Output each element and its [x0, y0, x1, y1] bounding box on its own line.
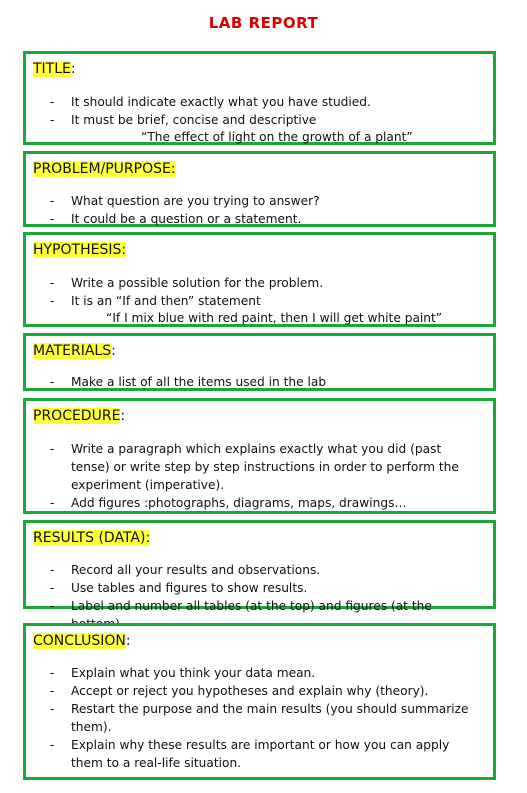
section-list	[26, 440, 493, 512]
example-text: “If I mix blue with red paint, then I will get white paint”	[106, 311, 443, 325]
list-item: - Label and number all tables (at the top) and figures (at the	[26, 597, 493, 633]
example-text: “The effect of light on the growth of a plant”	[141, 130, 413, 144]
list-item: - It must be brief, concise and descriptive	[26, 111, 493, 129]
list-item: - Use tables and figures to show results.	[26, 579, 493, 597]
section-heading: TITLE:	[33, 61, 76, 77]
list-item: - It is an “If and then” statement	[26, 292, 493, 310]
section-title	[23, 51, 496, 145]
section-list	[26, 664, 493, 772]
list-item: - It should indicate exactly what you have studied.	[26, 93, 493, 111]
section-results	[23, 520, 496, 613]
section-list	[26, 274, 493, 310]
section-conclusion	[23, 623, 496, 780]
list-item: - Write a possible solution for the problem.	[26, 274, 493, 292]
list-item: - It could be a question or a statement.	[26, 210, 493, 228]
page-title: LAB REPORT	[208, 14, 319, 32]
section-problem-purpose	[23, 151, 496, 227]
list-item: - Make a list of all the items used in the lab	[26, 373, 493, 391]
section-heading: PROBLEM/PURPOSE:	[33, 161, 176, 177]
list-item: - Explain what you think your data mean.	[26, 664, 493, 682]
section-heading: HYPOTHESIS:	[33, 242, 127, 258]
section-list	[26, 373, 493, 391]
list-item: - What question are you trying to answer?	[26, 192, 493, 210]
section-list	[26, 93, 493, 129]
section-list	[26, 192, 493, 228]
section-heading: CONCLUSION:	[33, 633, 131, 649]
section-procedure	[23, 398, 496, 514]
list-item: - Explain why these results are important or how you can apply them to a real-life situation.	[26, 736, 493, 772]
section-heading: MATERIALS:	[33, 343, 116, 359]
section-materials	[23, 333, 496, 391]
list-item: - Write a paragraph which explains exactly what you did (past tense) or write step by step instructions in order to perform the experiment (imperative).	[26, 440, 493, 494]
list-item: - Accept or reject you hypotheses and explain why (theory).	[26, 682, 493, 700]
list-item: - Restart the purpose and the main results (you should summarize them).	[26, 700, 493, 736]
section-heading: RESULTS (DATA):	[33, 530, 151, 546]
section-heading: PROCEDURE:	[33, 408, 126, 424]
list-item: - Add figures :photographs, diagrams, maps, drawings…	[26, 494, 493, 512]
section-hypothesis	[23, 232, 496, 327]
list-item: - Record all your results and observations.	[26, 561, 493, 579]
